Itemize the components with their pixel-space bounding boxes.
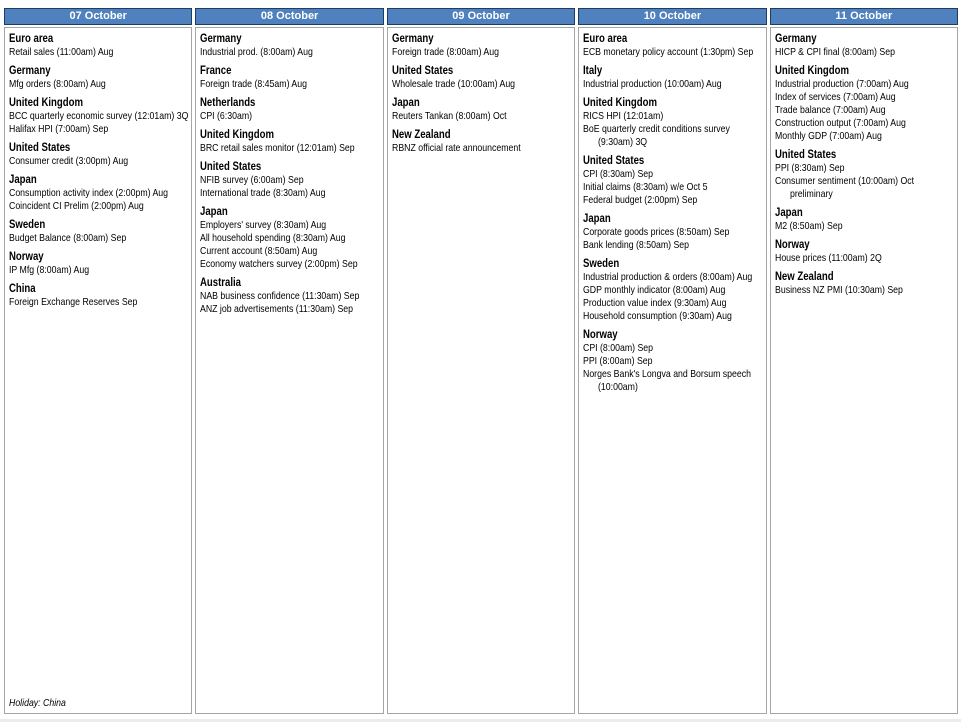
event-item: Monthly GDP (7:00am) Aug xyxy=(774,130,882,142)
event-item: Foreign trade (8:00am) Aug xyxy=(391,46,499,58)
event-item: CPI (8:00am) Sep xyxy=(583,342,654,354)
country-label: United States xyxy=(391,65,454,77)
event-item: HICP & CPI final (8:00am) Sep xyxy=(774,46,895,58)
event-item: Index of services (7:00am) Aug xyxy=(774,91,896,103)
event-item: Current account (8:50am) Aug xyxy=(200,245,318,257)
event-item: ECB monetary policy account (1:30pm) Sep xyxy=(583,46,754,58)
country-label: Netherlands xyxy=(200,97,256,109)
column-body xyxy=(4,27,192,714)
country-label: Germany xyxy=(774,33,817,45)
column-body xyxy=(387,27,575,714)
column-body-inner xyxy=(200,32,382,710)
country-label: Euro area xyxy=(583,33,628,45)
event-item: Federal budget (2:00pm) Sep xyxy=(583,194,698,206)
event-item: Construction output (7:00am) Aug xyxy=(774,117,906,129)
event-item: Initial claims (8:30am) w/e Oct 5 xyxy=(583,181,708,193)
country-label: United Kingdom xyxy=(774,65,849,77)
country-label: Euro area xyxy=(9,33,54,45)
event-item: Economy watchers survey (2:00pm) Sep xyxy=(200,258,358,270)
event-item: Mfg orders (8:00am) Aug xyxy=(9,78,106,90)
column-body-inner xyxy=(9,32,191,710)
column-body-inner xyxy=(392,32,574,710)
column-date-header: 09 October xyxy=(387,8,575,25)
country-label: Australia xyxy=(200,277,242,289)
calendar-column xyxy=(195,8,383,714)
event-item: Reuters Tankan (8:00am) Oct xyxy=(391,110,507,122)
country-label: United States xyxy=(200,161,262,173)
event-item: Industrial production (7:00am) Aug xyxy=(774,78,909,90)
event-item: CPI (6:30am) xyxy=(200,110,253,122)
event-item: PPI (8:00am) Sep xyxy=(583,355,653,367)
country-label: China xyxy=(9,283,36,295)
event-item: International trade (8:30am) Aug xyxy=(200,187,326,199)
event-item: PPI (8:30am) Sep xyxy=(774,162,845,174)
event-item: Corporate goods prices (8:50am) Sep xyxy=(583,226,730,238)
event-item: Foreign Exchange Reserves Sep xyxy=(9,296,138,308)
country-label: New Zealand xyxy=(774,271,834,283)
column-body xyxy=(770,27,958,714)
calendar-column xyxy=(578,8,766,714)
event-item: Industrial production & orders (8:00am) Aug xyxy=(583,271,753,283)
country-label: Japan xyxy=(9,174,37,186)
calendar-column xyxy=(770,8,958,714)
holiday-note: Holiday: China xyxy=(9,697,66,709)
country-label: Norway xyxy=(9,251,44,263)
event-item: Household consumption (9:30am) Aug xyxy=(583,310,733,322)
event-item: Business NZ PMI (10:30am) Sep xyxy=(774,284,903,296)
event-item: All household spending (8:30am) Aug xyxy=(200,232,346,244)
column-body-inner xyxy=(775,32,957,710)
country-label: United States xyxy=(774,149,836,161)
event-item: Consumer sentiment (10:00am) Oct preliminary xyxy=(774,175,914,200)
country-label: New Zealand xyxy=(391,129,451,141)
country-label: Japan xyxy=(774,207,803,219)
event-item: GDP monthly indicator (8:00am) Aug xyxy=(583,284,726,296)
event-item: Industrial prod. (8:00am) Aug xyxy=(200,46,314,58)
country-label: Norway xyxy=(583,329,618,341)
event-item: Industrial production (10:00am) Aug xyxy=(583,78,722,90)
event-item: Foreign trade (8:45am) Aug xyxy=(200,78,308,90)
column-body-inner xyxy=(583,32,765,710)
calendar-column xyxy=(4,8,192,714)
country-label: United States xyxy=(583,155,645,167)
event-item: RBNZ official rate announcement xyxy=(391,142,521,154)
country-label: United Kingdom xyxy=(9,97,83,109)
event-item: Wholesale trade (10:00am) Aug xyxy=(391,78,515,90)
event-item: RICS HPI (12:01am) xyxy=(583,110,664,122)
column-date-header: 11 October xyxy=(770,8,958,25)
calendar-column xyxy=(387,8,575,714)
event-item: NAB business confidence (11:30am) Sep xyxy=(200,290,360,302)
column-date-header: 10 October xyxy=(578,8,766,25)
event-item: NFIB survey (6:00am) Sep xyxy=(200,174,304,186)
country-label: Italy xyxy=(583,65,603,77)
economic-calendar xyxy=(4,8,958,714)
event-item: Consumption activity index (2:00pm) Aug xyxy=(9,187,169,199)
country-label: Japan xyxy=(200,206,229,218)
event-item: Production value index (9:30am) Aug xyxy=(583,297,727,309)
event-item: M2 (8:50am) Sep xyxy=(774,220,843,232)
column-body xyxy=(195,27,383,714)
event-item: Employers' survey (8:30am) Aug xyxy=(200,219,327,231)
country-label: United Kingdom xyxy=(200,129,275,141)
country-label: United Kingdom xyxy=(583,97,658,109)
event-item: BRC retail sales monitor (12:01am) Sep xyxy=(200,142,356,154)
event-item: Retail sales (11:00am) Aug xyxy=(9,46,114,58)
country-label: Sweden xyxy=(9,219,46,231)
country-label: France xyxy=(200,65,232,77)
country-label: Germany xyxy=(200,33,242,45)
event-item: Norges Bank's Longva and Borsum speech (10:00am) xyxy=(583,368,752,393)
country-label: Sweden xyxy=(583,258,620,270)
event-item: BoE quarterly credit conditions survey (9:30am) 3Q xyxy=(583,123,731,148)
column-date-header: 08 October xyxy=(195,8,383,25)
country-label: Norway xyxy=(774,239,810,251)
column-date-header: 07 October xyxy=(4,8,192,25)
event-item: House prices (11:00am) 2Q xyxy=(774,252,882,264)
country-label: Germany xyxy=(9,65,51,77)
column-body xyxy=(578,27,766,714)
country-label: Germany xyxy=(391,33,434,45)
event-item: BCC quarterly economic survey (12:01am) 3Q xyxy=(9,110,189,122)
event-item: CPI (8:30am) Sep xyxy=(583,168,654,180)
event-item: Budget Balance (8:00am) Sep xyxy=(9,232,127,244)
event-item: Halifax HPI (7:00am) Sep xyxy=(9,123,109,135)
country-label: Japan xyxy=(583,213,611,225)
event-item: Consumer credit (3:00pm) Aug xyxy=(9,155,129,167)
event-item: ANZ job advertisements (11:30am) Sep xyxy=(200,303,354,315)
event-item: IP Mfg (8:00am) Aug xyxy=(9,264,90,276)
event-item: Trade balance (7:00am) Aug xyxy=(774,104,886,116)
event-item: Bank lending (8:50am) Sep xyxy=(583,239,690,251)
country-label: Japan xyxy=(391,97,420,109)
country-label: United States xyxy=(9,142,71,154)
event-item: Coincident CI Prelim (2:00pm) Aug xyxy=(9,200,144,212)
